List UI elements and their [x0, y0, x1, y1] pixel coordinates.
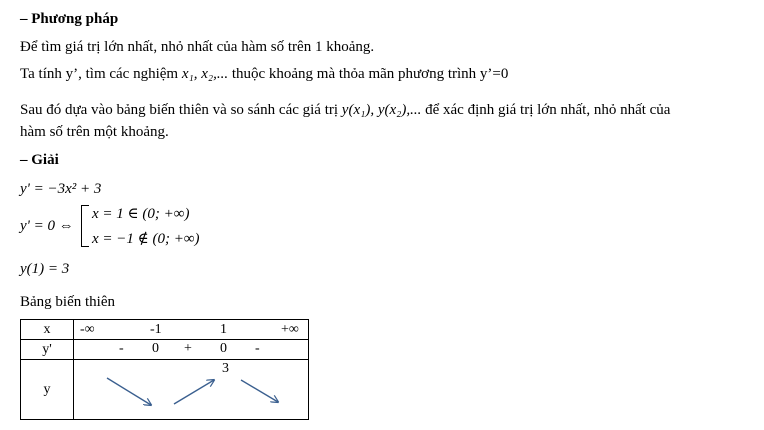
method-line-3-post: để xác định giá trị lớn nhất, nhỏ nhất của	[425, 102, 671, 118]
x-values-cell	[74, 320, 309, 340]
sign-minus-2: -	[255, 341, 260, 356]
table-row-y	[21, 360, 309, 420]
method-heading: – Phương pháp	[20, 11, 119, 27]
sign-cell	[74, 340, 309, 360]
x-value-neg-1: -1	[150, 322, 162, 337]
solution-heading: – Giải	[20, 152, 59, 168]
roots-expression: x₁, x₂,...	[181, 66, 229, 82]
equation-lhs: y' = 0 ⇔	[20, 218, 74, 234]
method-line-2-post: thuộc khoảng mà thỏa mãn phương trình y’=0	[231, 66, 509, 82]
sign-zero-2: 0	[220, 341, 227, 356]
table-caption: Bảng biến thiên	[20, 294, 115, 310]
method-line-3	[20, 100, 670, 120]
table-row-derivative	[21, 340, 309, 360]
decreasing-arrow-1	[107, 378, 151, 405]
case-1: x = 1 ∈ (0; +∞)	[92, 206, 190, 222]
method-line-3-pre: Sau đó dựa vào bảng biến thiên và so sánh các giá trị	[20, 102, 339, 118]
sign-zero-1: 0	[152, 341, 159, 356]
system-bracket	[81, 205, 89, 247]
increasing-arrow	[174, 380, 214, 404]
method-line-4: hàm số trên một khoảng.	[20, 124, 169, 140]
decreasing-arrow-2	[241, 380, 278, 402]
method-line-2	[20, 64, 508, 84]
sign-plus: +	[184, 341, 192, 356]
method-line-1: Để tìm giá trị lớn nhất, nhỏ nhất của hàm số trên 1 khoảng.	[20, 39, 375, 55]
y-max-value: 3	[222, 361, 229, 376]
derivative-formula: y' = −3x² + 3	[20, 181, 102, 197]
row-label-derivative: y'	[21, 340, 74, 360]
variation-table	[20, 319, 309, 420]
case-2: x = −1 ∉ (0; +∞)	[92, 231, 200, 247]
sign-minus-1: -	[119, 341, 124, 356]
row-label-y: y	[21, 360, 74, 420]
values-expression: y(x₁), y(x₂),...	[341, 102, 422, 118]
x-value-pos-inf: +∞	[281, 322, 299, 337]
x-value-neg-inf: -∞	[80, 322, 95, 337]
x-value-1: 1	[220, 322, 227, 337]
method-line-2-pre: Ta tính y’, tìm các nghiệm	[20, 66, 179, 82]
row-label-x: x	[21, 320, 74, 340]
variation-arrows	[74, 360, 308, 420]
variation-cell	[74, 360, 309, 420]
table-row-x	[21, 320, 309, 340]
function-value: y(1) = 3	[20, 261, 70, 277]
